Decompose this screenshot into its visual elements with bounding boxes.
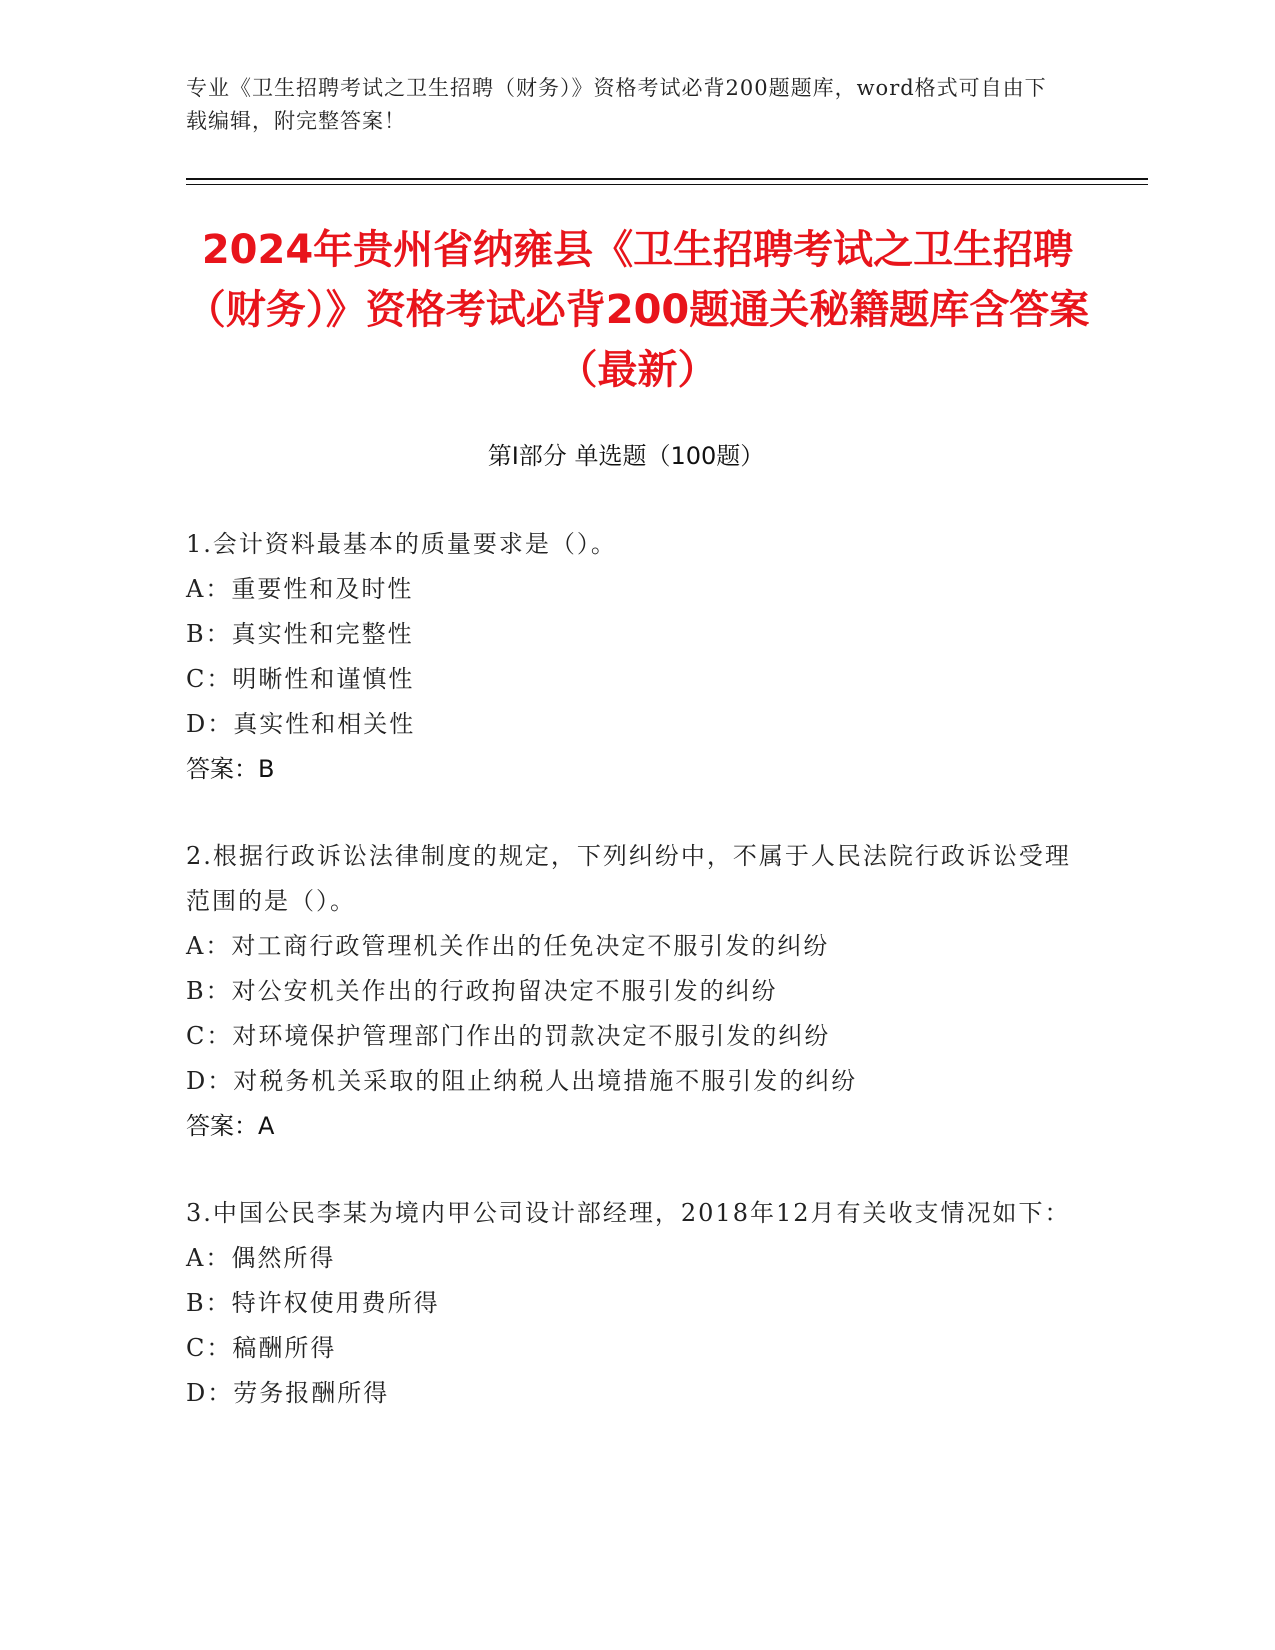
header-note: 专业《卫生招聘考试之卫生招聘（财务）》资格考试必背200题题库，word格式可自由下载编辑，附完整答案！ xyxy=(186,76,1047,133)
header-divider-thin xyxy=(186,184,1148,185)
question-1 xyxy=(186,522,1086,792)
section-title: 第I部分 单选题（100题） xyxy=(487,442,765,470)
option-c: C：明晰性和谨慎性 xyxy=(186,665,415,693)
answer-line: 答案：B xyxy=(186,755,275,783)
question-stem: 1.会计资料最基本的质量要求是（）。 xyxy=(186,530,617,558)
option-a: A：偶然所得 xyxy=(186,1244,336,1272)
option-c: C：稿酬所得 xyxy=(186,1334,337,1362)
option-c: C：对环境保护管理部门作出的罚款决定不服引发的纠纷 xyxy=(186,1022,831,1050)
option-a: A：重要性和及时性 xyxy=(186,575,414,603)
question-stem: 2.根据行政诉讼法律制度的规定，下列纠纷中，不属于人民法院行政诉讼受理范围的是（）。 xyxy=(186,842,1071,915)
question-stem: 3.中国公民李某为境内甲公司设计部经理，2018年12月有关收支情况如下： xyxy=(186,1199,1071,1227)
answer-line: 答案：A xyxy=(186,1112,275,1140)
option-d: D：劳务报酬所得 xyxy=(186,1379,390,1407)
option-d: D：真实性和相关性 xyxy=(186,710,416,738)
header-divider-thick xyxy=(186,178,1148,180)
question-list xyxy=(186,522,1086,1458)
option-a: A：对工商行政管理机关作出的任免决定不服引发的纠纷 xyxy=(186,932,830,960)
option-b: B：对公安机关作出的行政拘留决定不服引发的纠纷 xyxy=(186,977,778,1005)
question-3 xyxy=(186,1191,1086,1416)
option-d: D：对税务机关采取的阻止纳税人出境措施不服引发的纠纷 xyxy=(186,1067,858,1095)
option-b: B：真实性和完整性 xyxy=(186,620,414,648)
document-title: 2024年贵州省纳雍县《卫生招聘考试之卫生招聘（财务）》资格考试必背200题通关秘籍题库含答案（最新） xyxy=(185,227,1090,393)
option-b: B：特许权使用费所得 xyxy=(186,1289,440,1317)
question-2 xyxy=(186,834,1086,1149)
